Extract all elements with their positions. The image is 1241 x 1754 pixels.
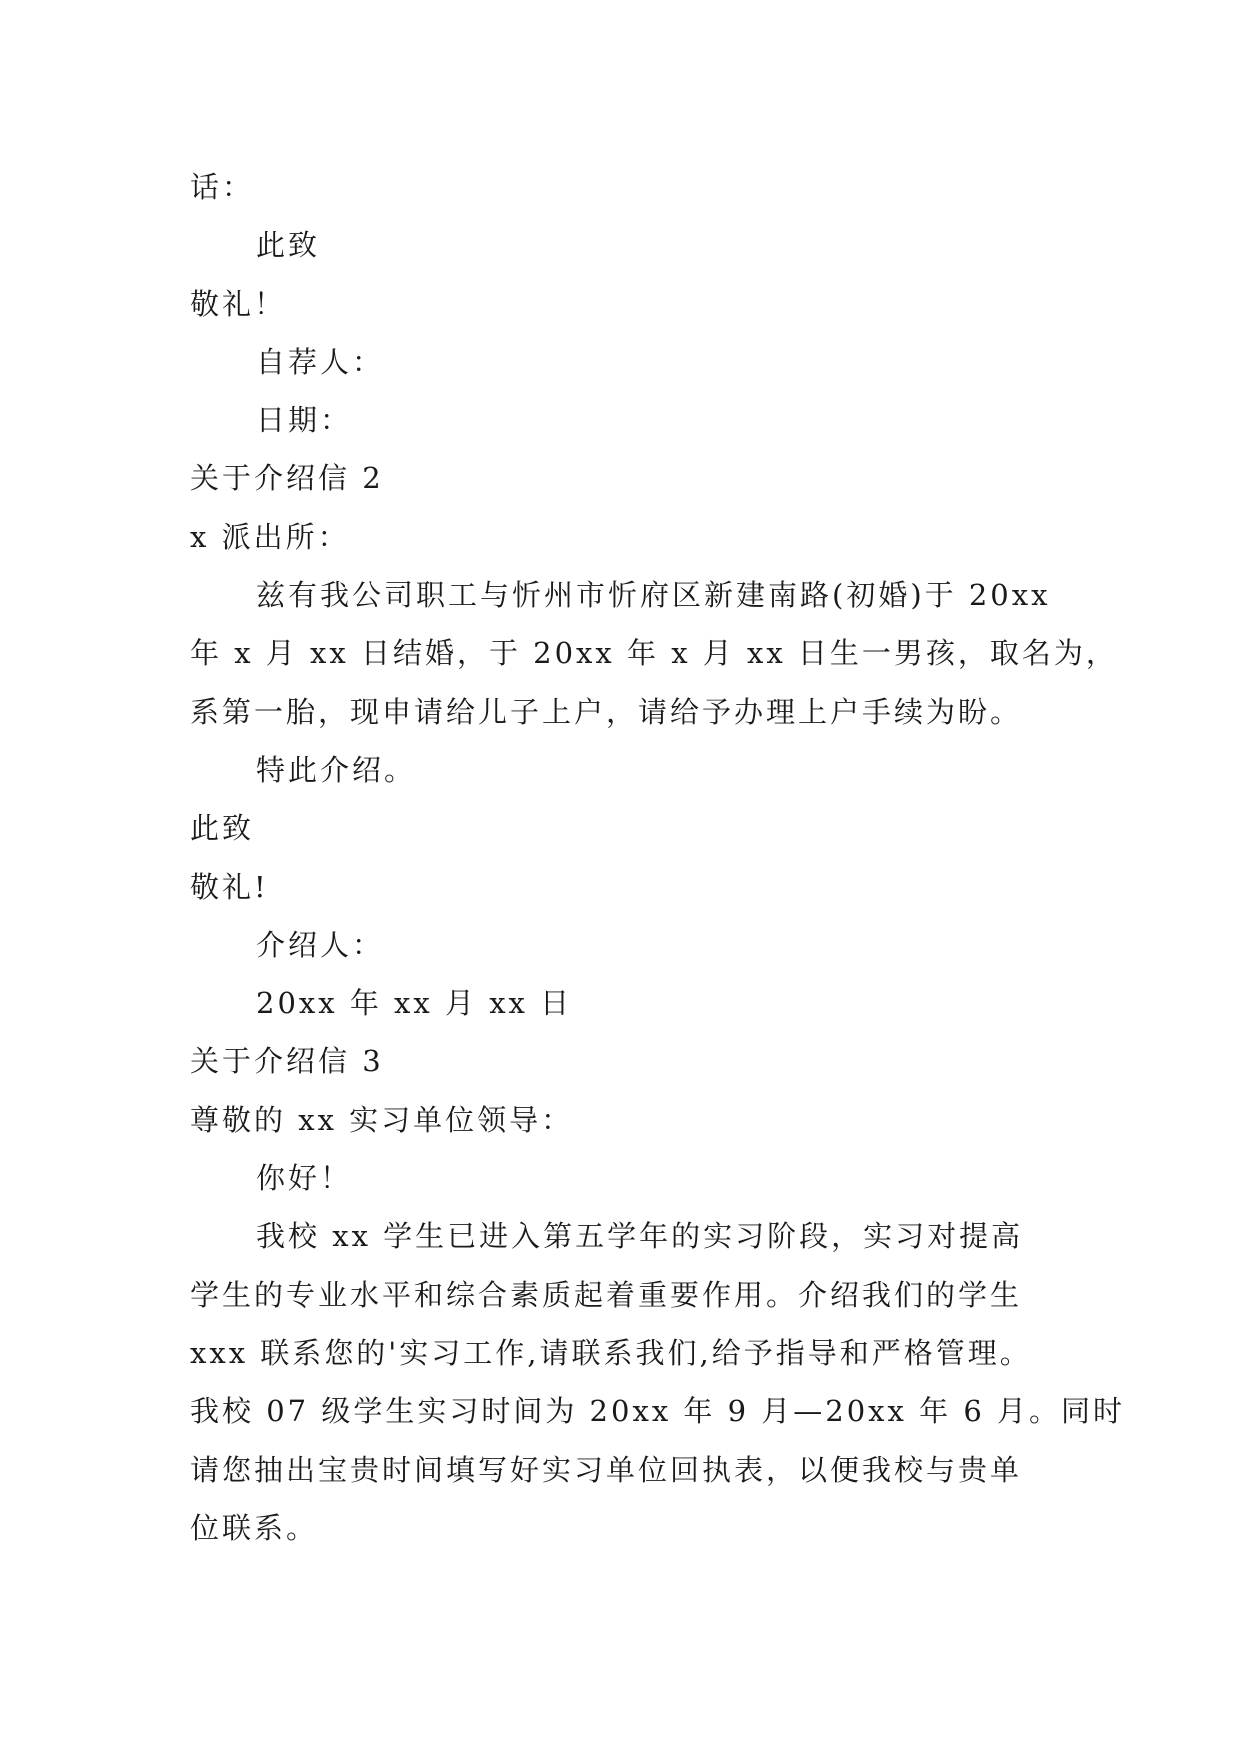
closing-line: 敬礼!: [190, 869, 269, 904]
salutation-line: x 派出所：: [190, 519, 350, 554]
paragraph-line: 年 x 月 xx 日结婚，于 20xx 年 x 月 xx 日生一男孩，取名为，: [190, 636, 1118, 671]
closing-line: 敬礼！: [190, 286, 287, 321]
date-line: 20xx 年 xx 月 xx 日: [256, 986, 573, 1021]
section-heading: 关于介绍信 3: [190, 1044, 384, 1079]
paragraph-line: 学生的专业水平和综合素质起着重要作用。介绍我们的学生: [190, 1277, 1023, 1312]
section-heading: 关于介绍信 2: [190, 461, 384, 496]
text-line: 话：: [190, 170, 255, 204]
date-line: 日期：: [256, 403, 353, 438]
signature-line: 自荐人：: [256, 344, 385, 379]
paragraph-line: 兹有我公司职工与忻州市忻府区新建南路(初婚)于 20xx: [256, 578, 1051, 613]
document-body: [190, 158, 1125, 1557]
greeting-line: 你好！: [256, 1161, 353, 1196]
paragraph-line: 特此介绍。: [256, 752, 417, 787]
salutation-line: 尊敬的 xx 实习单位领导：: [190, 1102, 574, 1137]
paragraph-line: 请您抽出宝贵时间填写好实习单位回执表，以便我校与贵单: [190, 1452, 1023, 1487]
paragraph-line: xxx 联系您的'实习工作,请联系我们,给予指导和严格管理。: [190, 1335, 1032, 1370]
closing-line: 此致: [256, 228, 321, 263]
paragraph-line: 我校 07 级学生实习时间为 20xx 年 9 月—20xx 年 6 月。同时: [190, 1394, 1125, 1429]
paragraph-line: 位联系。: [190, 1510, 319, 1545]
paragraph-line: 系第一胎，现申请给儿子上户，请给予办理上户手续为盼。: [190, 694, 1023, 729]
signature-line: 介绍人：: [256, 927, 385, 962]
closing-line: 此致: [190, 811, 255, 846]
paragraph-line: 我校 xx 学生已进入第五学年的实习阶段，实习对提高: [256, 1219, 1024, 1254]
